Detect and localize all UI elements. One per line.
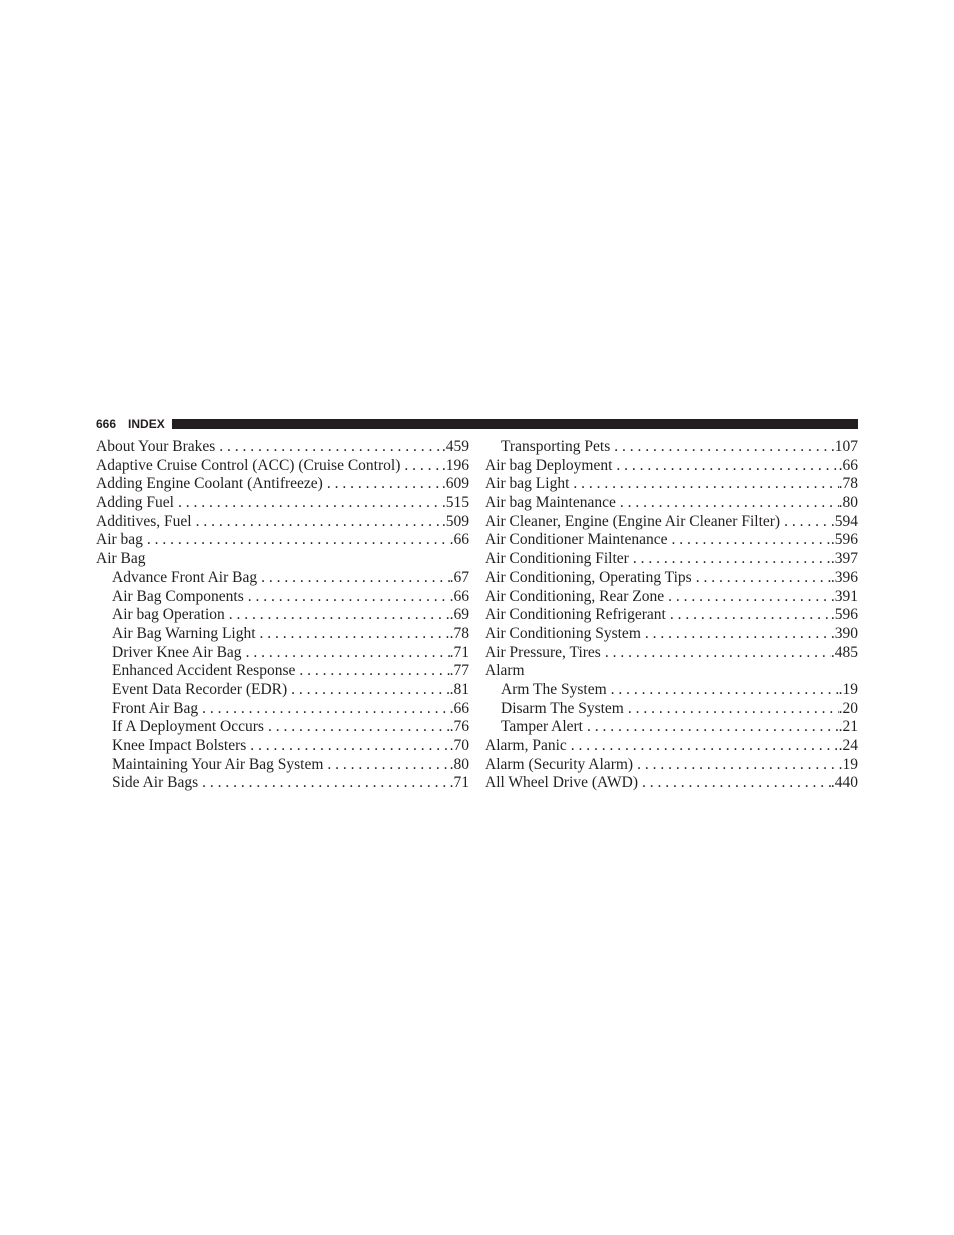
index-term: Additives, Fuel [96,512,192,530]
dot-leader [641,625,831,644]
index-page-number: .594 [830,512,858,530]
index-entry [485,550,858,569]
index-page-number: .78 [449,624,469,642]
dot-leader [624,700,839,719]
dot-leader [666,606,831,625]
dot-leader [225,606,450,625]
index-entry [96,438,469,457]
index-page-number: .76 [449,718,469,736]
index-term: Air Cleaner, Engine (Engine Air Cleaner Filter) [485,512,781,530]
index-subentry [96,774,469,793]
index-column-right [485,438,858,793]
dot-leader [143,531,450,550]
index-entry [485,531,858,550]
index-term: Transporting Pets [501,438,611,455]
index-term: Air bag [96,531,143,549]
index-entry [485,457,858,476]
index-term: Front Air Bag [112,699,199,717]
index-term: Air bag Operation [112,606,225,624]
dot-leader [246,737,449,756]
index-entry [485,588,858,607]
index-subentry [485,700,858,719]
index-page-number: .66 [449,531,469,549]
index-term: Adaptive Cruise Control (ACC) (Cruise Control) [96,456,401,474]
index-term: Enhanced Accident Response [112,662,296,680]
index-page-number: .69 [449,606,469,624]
index-subentry [96,737,469,756]
index-entry [485,475,858,494]
index-page-number: .80 [838,494,858,512]
dot-leader [400,457,442,476]
index-page-number: .397 [830,550,858,568]
index-page-number: .19 [838,755,858,773]
dot-leader [567,737,839,756]
dot-leader [668,531,831,550]
index-term: Air Conditioning System [485,624,641,642]
index-subentry [96,662,469,681]
index-term: Event Data Recorder (EDR) [112,680,288,698]
index-term: Adding Fuel [96,494,174,512]
index-term: Alarm, Panic [485,737,567,754]
index-term: Air Conditioner Maintenance [485,531,668,549]
index-term: If A Deployment Occurs [112,718,264,736]
dot-leader [323,475,442,494]
dot-leader [633,756,839,775]
index-term: Driver Knee Air Bag [112,643,242,661]
index-term: Air bag Deployment [485,456,613,474]
section-title: INDEX [128,417,165,431]
index-term: Air Bag Components [112,587,244,605]
index-term: Arm The System [501,680,607,698]
dot-leader [569,475,838,494]
dot-leader [257,569,450,588]
index-term: Air Conditioning Filter [485,550,629,568]
index-page-number: .107 [830,438,858,455]
index-term: Tamper Alert [501,718,583,736]
index-term: Air Conditioning Refrigerant [485,606,666,624]
index-page-number: .66 [449,587,469,605]
dot-leader [607,681,839,700]
index-subentry [96,681,469,700]
index-page-number: .609 [441,475,469,493]
index-page-number: .67 [449,568,469,586]
index-term: Alarm [485,662,525,680]
index-subentry [485,718,858,737]
index-page-number: .77 [449,662,469,680]
index-term: Maintaining Your Air Bag System [112,755,324,773]
index-page-number: .391 [830,587,858,605]
index-page-number: .196 [441,456,469,474]
dot-leader [692,569,831,588]
index-term: Knee Impact Bolsters [112,737,247,754]
index-page-number: .509 [441,512,469,530]
index-entry [96,457,469,476]
index-page-number: .459 [441,438,469,455]
index-entry [485,774,858,793]
index-page-number: .390 [830,624,858,642]
index-term: Air Bag [96,550,146,568]
index-term: Air Conditioning, Rear Zone [485,587,665,605]
dot-leader [256,625,450,644]
index-term: Side Air Bags [112,774,199,792]
dot-leader [174,494,442,513]
index-page-number: .71 [449,774,469,792]
dot-leader [601,644,831,663]
index-term: Advance Front Air Bag [112,568,258,586]
index-page-number: .70 [449,737,469,754]
dot-leader [215,438,442,457]
index-page-number: .515 [441,494,469,512]
dot-leader [295,662,449,681]
index-page-number: .78 [838,475,858,493]
index-entry [485,644,858,663]
index-term: Air bag Maintenance [485,494,616,512]
index-page-number: .71 [449,643,469,661]
running-header [96,417,858,431]
header-rule [172,419,858,429]
index-page-number: .81 [449,680,469,698]
index-page-number: .66 [449,699,469,717]
index-term: Disarm The System [501,699,624,717]
index-page-number: .19 [838,680,858,698]
dot-leader [244,588,450,607]
index-entry [96,531,469,550]
page-number: 666 [96,417,117,431]
index-subentry [96,700,469,719]
dot-leader [242,644,450,663]
index-entry [485,625,858,644]
index-page-number: .20 [838,699,858,717]
index-column-left [96,438,469,793]
index-term: Air bag Light [485,475,570,493]
index-entry [485,569,858,588]
dot-leader [323,756,449,775]
index-page-number: .596 [830,531,858,549]
index-page-number: .440 [830,774,858,792]
index-page-number: .80 [449,755,469,773]
index-term: Air Conditioning, Operating Tips [485,568,692,586]
index-entry [485,662,858,681]
dot-leader [616,494,839,513]
index-term: Alarm (Security Alarm) [485,755,634,773]
index-term: All Wheel Drive (AWD) [485,774,638,792]
index-entry [485,513,858,532]
dot-leader [192,513,442,532]
index-subentry [96,606,469,625]
index-subentry [96,625,469,644]
dot-leader [664,588,831,607]
index-subentry [96,588,469,607]
dot-leader [198,700,450,719]
dot-leader [638,774,831,793]
index-entry [96,475,469,494]
dot-leader [287,681,449,700]
dot-leader [629,550,831,569]
index-page-number: .21 [838,718,858,736]
dot-leader [610,438,831,457]
index-page-number: .66 [838,456,858,474]
index-page-number: .596 [830,606,858,624]
index-page-number: .485 [830,643,858,661]
index-term: Air Pressure, Tires [485,643,601,661]
index-subentry [485,438,858,457]
index-entry [96,494,469,513]
index-subentry [96,718,469,737]
index-entry [485,606,858,625]
index-entry [96,550,469,569]
index-page-number: .24 [838,737,858,754]
index-subentry [485,681,858,700]
index-subentry [96,756,469,775]
dot-leader [583,718,839,737]
index-entry [485,494,858,513]
dot-leader [612,457,838,476]
index-term: Adding Engine Coolant (Antifreeze) [96,475,323,493]
dot-leader [198,774,450,793]
index-term: About Your Brakes [96,438,216,455]
index-subentry [96,644,469,663]
index-term: Air Bag Warning Light [112,624,256,642]
index-page-number: .396 [830,568,858,586]
dot-leader [780,513,831,532]
index-entry [485,737,858,756]
dot-leader [264,718,450,737]
index-entry [485,756,858,775]
index-entry [96,513,469,532]
index-subentry [96,569,469,588]
